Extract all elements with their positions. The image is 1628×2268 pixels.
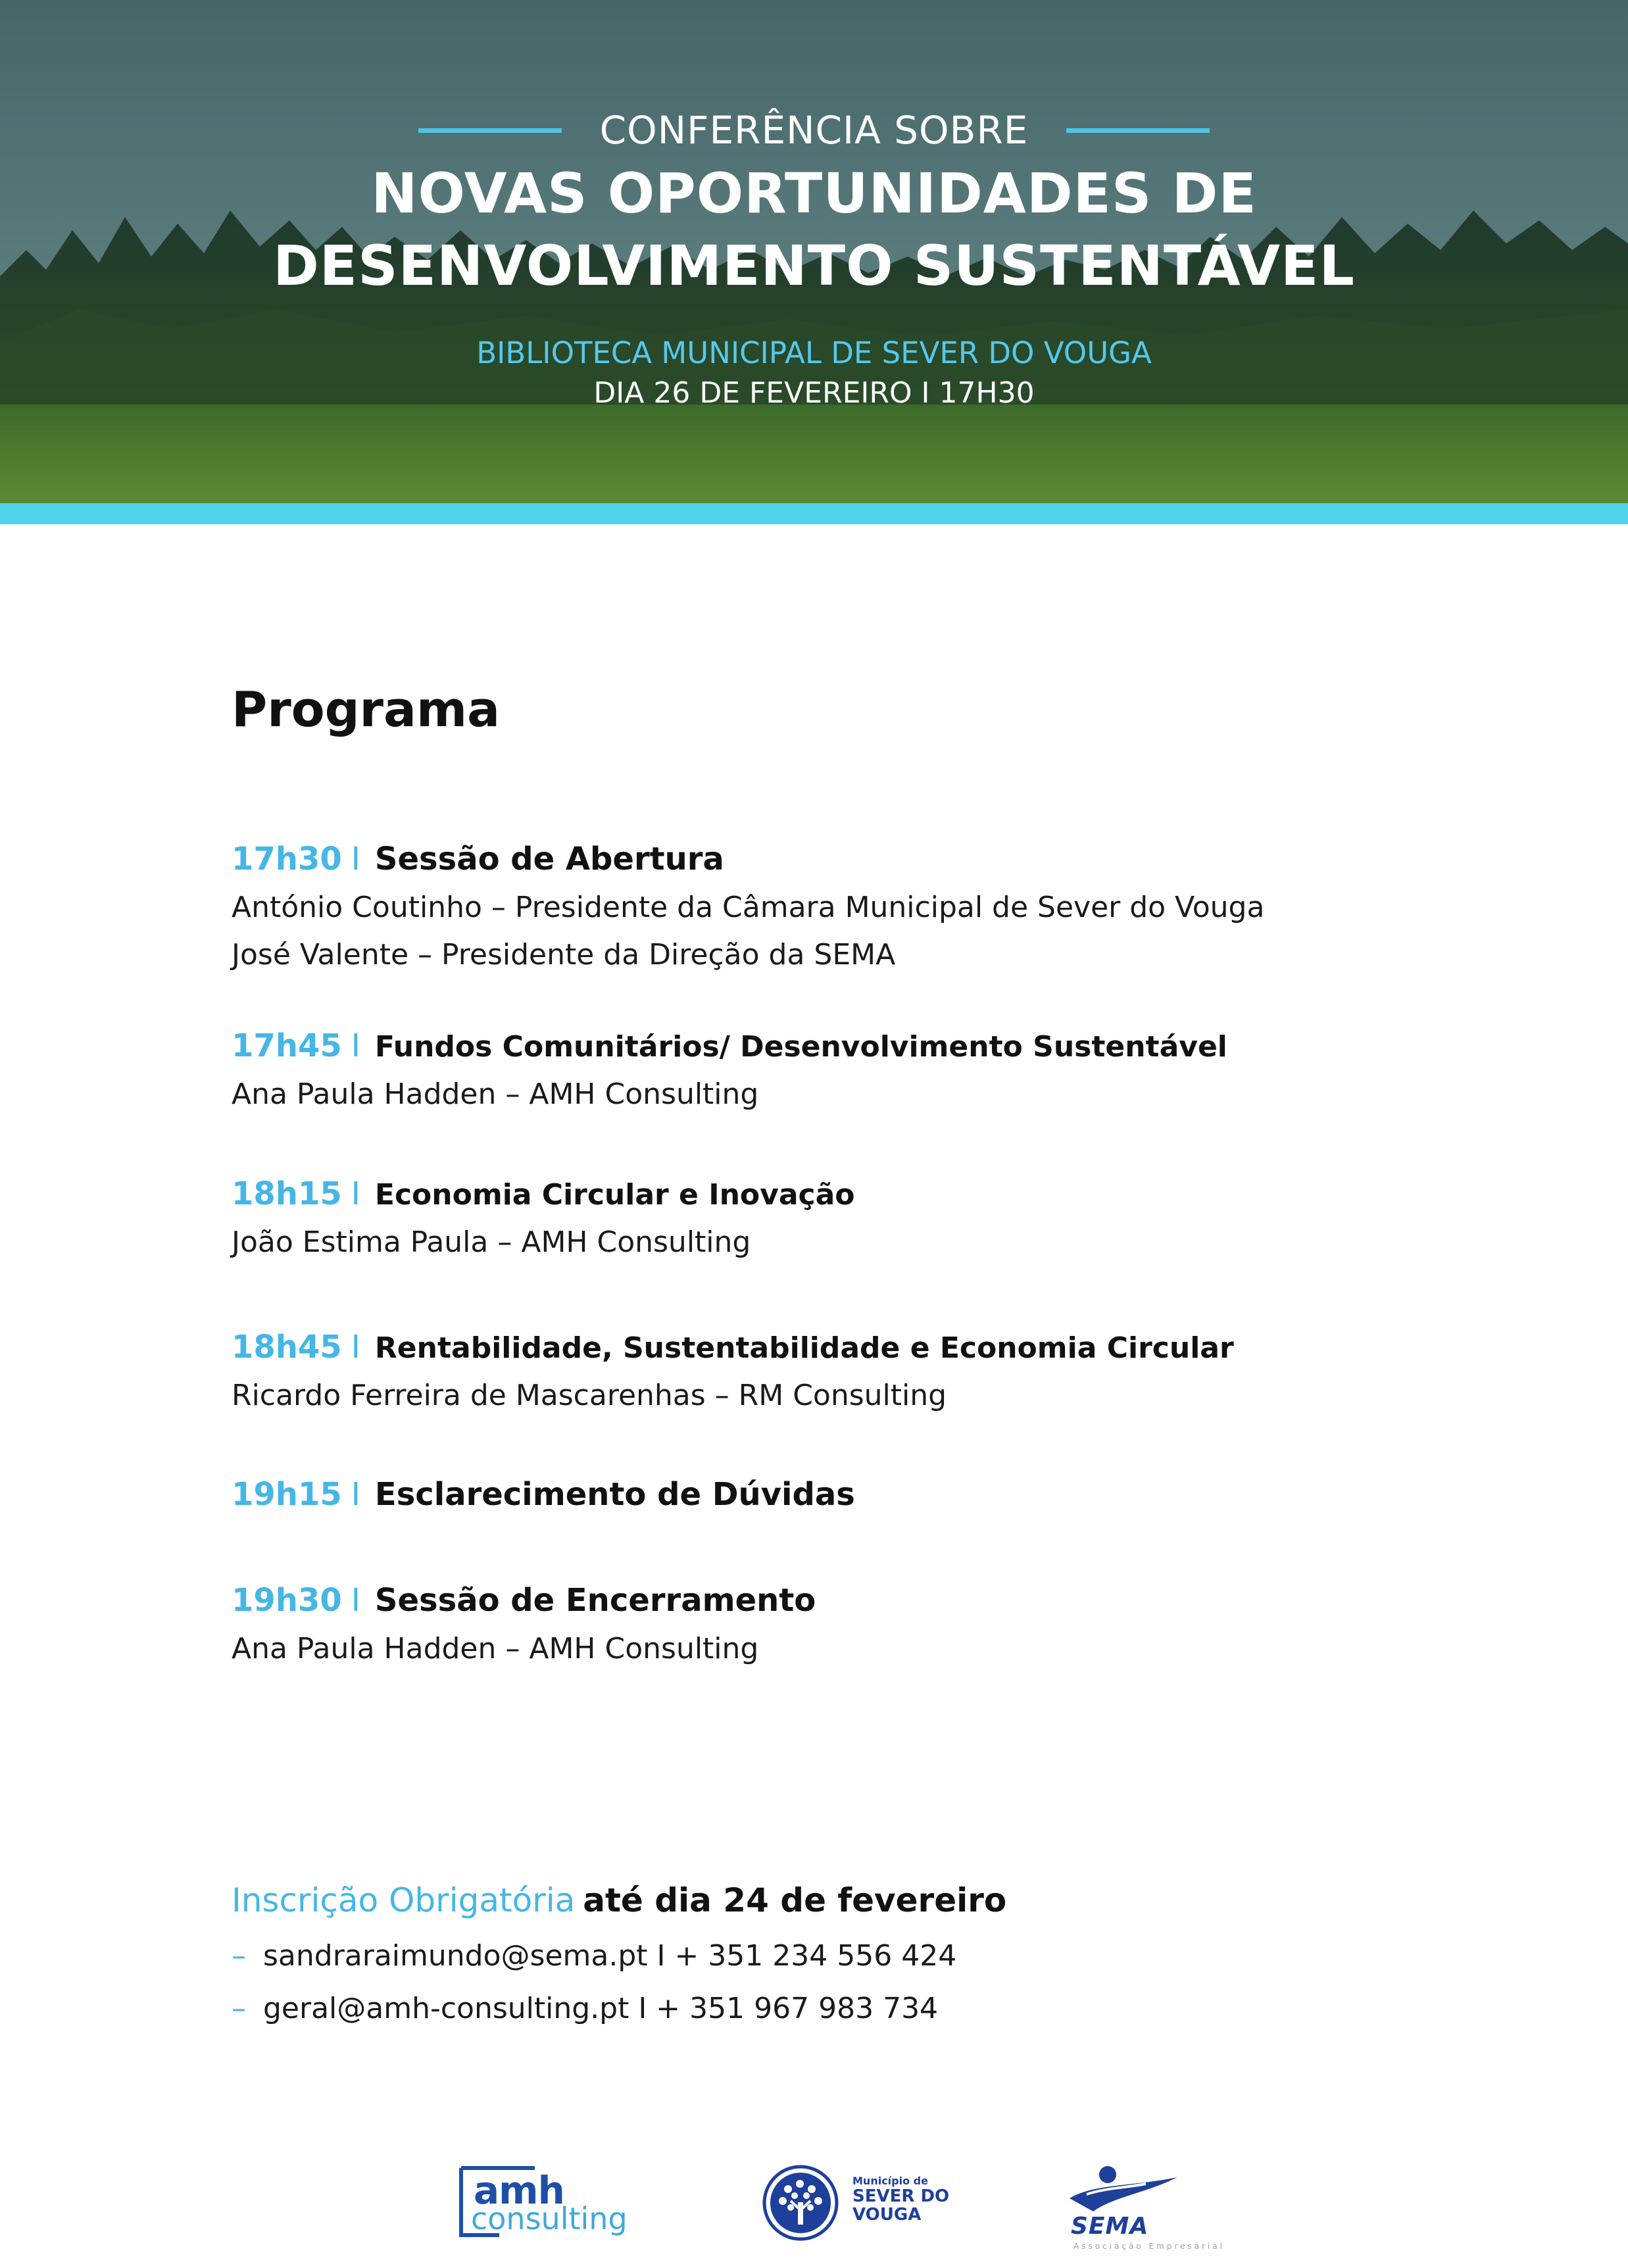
amh-logo-subtext: consulting (471, 2201, 628, 2236)
program-title: Programa (232, 681, 501, 738)
program-session (232, 1327, 1481, 1419)
sema-figure-logo (1067, 2164, 1179, 2217)
session-header (232, 1475, 1481, 1514)
contact-email-phone[interactable]: geral@amh-consulting.pt I + 351 967 983 734 (263, 1992, 939, 2025)
session-time: 18h45 (232, 1329, 342, 1366)
header-kicker: CONFERÊNCIA SOBRE (599, 108, 1029, 153)
session-header (232, 839, 1481, 879)
header-kicker-row (0, 104, 1628, 157)
contact-line (232, 1935, 956, 1977)
program-session (232, 1581, 1481, 1673)
kicker-left-line (418, 128, 562, 133)
registration-deadline: até dia 24 de fevereiro (583, 1881, 1007, 1919)
session-separator: I (351, 1582, 360, 1619)
program-session (232, 1475, 1481, 1514)
program-session (232, 1026, 1481, 1118)
session-topic: Rentabilidade, Sustentabilidade e Economia Circular (374, 1331, 1234, 1365)
session-topic: Esclarecimento de Dúvidas (374, 1476, 855, 1513)
header-title-line1: NOVAS OPORTUNIDADES DE (371, 161, 1257, 226)
session-topic: Sessão de Encerramento (374, 1582, 816, 1619)
session-time: 18h15 (232, 1175, 342, 1212)
session-speaker: António Coutinho – Presidente da Câmara Municipal de Sever do Vouga (232, 891, 1265, 924)
contact-dash: – (232, 1939, 246, 1973)
registration-heading (232, 1877, 1006, 1923)
contact-email-phone[interactable]: sandraraimundo@sema.pt I + 351 234 556 424 (263, 1939, 957, 1973)
contact-line (232, 1988, 938, 2030)
session-header (232, 1174, 1481, 1214)
session-time: 19h15 (232, 1476, 342, 1513)
session-topic: Economia Circular e Inovação (374, 1178, 855, 1212)
session-separator: I (351, 841, 360, 877)
header-accent-strip (0, 503, 1628, 524)
registration-label: Inscrição Obrigatória (232, 1881, 576, 1919)
kicker-right-line (1066, 128, 1210, 133)
session-separator: I (351, 1329, 360, 1366)
contact-dash: – (232, 1992, 246, 2025)
session-time: 17h30 (232, 841, 342, 877)
session-speaker: Ana Paula Hadden – AMH Consulting (232, 1077, 759, 1111)
session-topic: Fundos Comunitários/ Desenvolvimento Sustentável (374, 1030, 1227, 1064)
session-header (232, 1581, 1481, 1620)
session-separator: I (351, 1476, 360, 1513)
program-session (232, 1174, 1481, 1266)
session-speaker: Ricardo Ferreira de Mascarenhas – RM Consulting (232, 1379, 947, 1412)
municipio-logo-text (852, 2176, 949, 2223)
session-time: 17h45 (232, 1027, 342, 1064)
sema-logo-text: SEMA (1071, 2213, 1149, 2240)
session-speaker: Ana Paula Hadden – AMH Consulting (232, 1632, 759, 1665)
program-session (232, 839, 1481, 979)
municipio-tree-logo (762, 2164, 839, 2242)
municipio-big-text-1: SEVER DO (852, 2186, 950, 2206)
session-speaker: João Estima Paula – AMH Consulting (232, 1225, 751, 1259)
municipio-small-text: Município de (852, 2175, 928, 2187)
header-date: DIA 26 DE FEVEREIRO I 17H30 (593, 376, 1035, 410)
amh-logo-text: amh (474, 2168, 564, 2213)
header-title-line2: DESENVOLVIMENTO SUSTENTÁVEL (273, 234, 1355, 298)
session-topic: Sessão de Abertura (374, 841, 724, 877)
session-header (232, 1327, 1481, 1367)
session-header (232, 1026, 1481, 1066)
session-separator: I (351, 1027, 360, 1064)
header-venue: BIBLIOTECA MUNICIPAL DE SEVER DO VOUGA (476, 335, 1152, 370)
session-speaker: José Valente – Presidente da Direção da SEMA (232, 938, 896, 972)
session-time: 19h30 (232, 1582, 342, 1619)
session-separator: I (351, 1175, 360, 1212)
sema-logo-subtext: Associação Empresarial (1073, 2242, 1225, 2251)
municipio-big-text-2: VOUGA (852, 2205, 922, 2225)
